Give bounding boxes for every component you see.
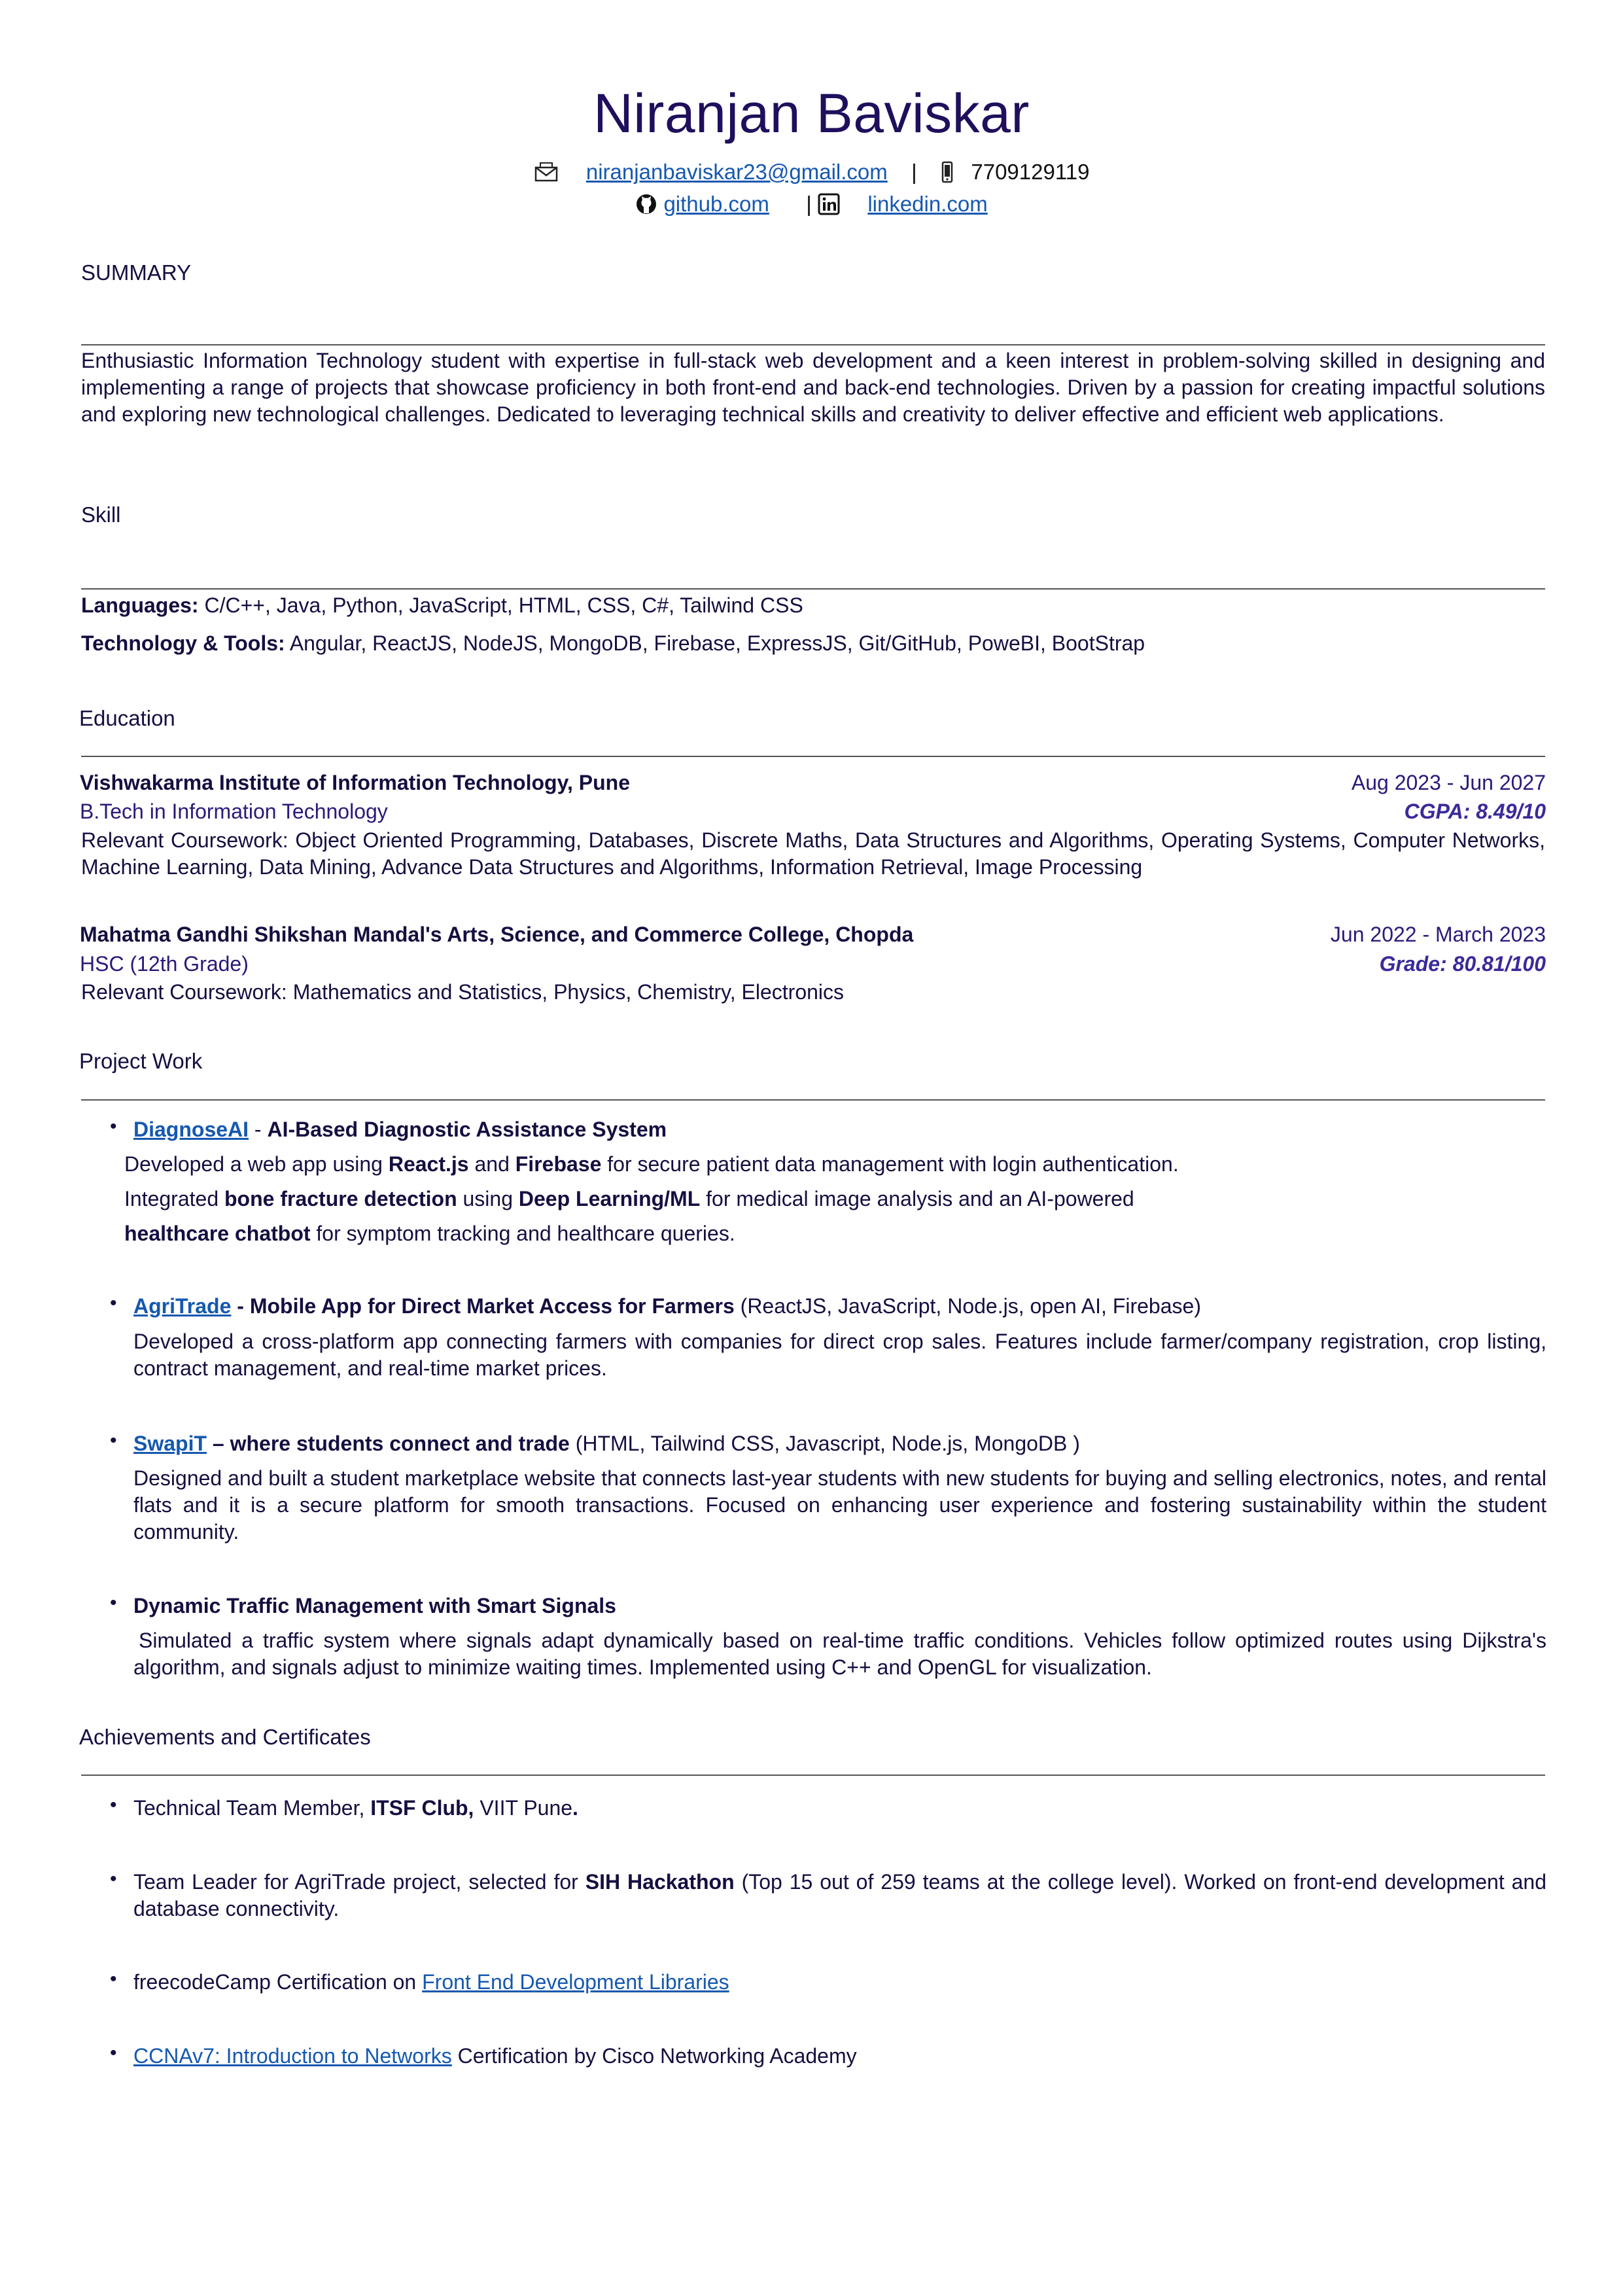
achievement-bold: SIH Hackathon: [585, 1870, 735, 1894]
coursework: Relevant Coursework: Mathematics and Statistics, Physics, Chemistry, Electronics: [81, 980, 845, 1004]
project-heading: Dynamic Traffic Management with Smart Signals: [133, 1594, 616, 1617]
github-link[interactable]: github.com: [663, 192, 769, 216]
desc-text: and: [468, 1152, 515, 1176]
institution-name: Mahatma Gandhi Shikshan Mandal's Arts, Science, and Commerce College, Chopda: [80, 923, 914, 946]
desc-text: for symptom tracking and healthcare queries.: [310, 1222, 735, 1245]
achievement-text: freecodeCamp Certification on: [133, 1970, 423, 1994]
desc-text: for secure patient data management with login authentication.: [601, 1152, 1179, 1176]
desc-bold: React.js: [388, 1152, 469, 1176]
bullet-icon: •: [110, 1868, 117, 1890]
project-desc-line: [124, 1186, 1134, 1212]
education-dates: Aug 2023 - Jun 2027: [1351, 771, 1546, 794]
desc-text: Integrated: [124, 1187, 224, 1210]
desc-text: Developed a web app using: [124, 1152, 389, 1176]
email-link[interactable]: niranjanbaviskar23@gmail.com: [585, 160, 888, 184]
phone-icon: [941, 161, 954, 188]
project-tech: (HTML, Tailwind CSS, Javascript, Node.js, MongoDB ): [569, 1432, 1080, 1455]
achievement-item: [133, 1869, 1546, 1922]
achievement-item: [133, 1969, 729, 1996]
summary-heading: SUMMARY: [81, 260, 192, 285]
summary-divider: [81, 344, 1545, 345]
project-link-agritrade[interactable]: AgriTrade: [133, 1294, 232, 1318]
bullet-icon: •: [110, 1794, 117, 1816]
degree: B.Tech in Information Technology: [80, 800, 388, 823]
summary-text: Enthusiastic Information Technology student with expertise in full-stack web development and a keen interest in problem-solving skilled in designing and implementing a range of projects that showcase proficiency in both front-end and back-end technologies. Driven by a passion for creating impactful solutions and exploring new technological challenges. Dedicated to leveraging technical skills and creativity to deliver effective and efficient web applications.: [81, 349, 1545, 426]
grade: Grade: 80.81/100: [1379, 952, 1546, 976]
degree: HSC (12th Grade): [80, 952, 249, 976]
project-heading: – where students connect and trade: [207, 1432, 570, 1455]
contact-separator: |: [911, 160, 917, 184]
project-title-traffic: [133, 1593, 616, 1619]
bullet-icon: •: [110, 2042, 117, 2064]
institution-name: Vishwakarma Institute of Information Technology, Pune: [80, 771, 630, 794]
desc-bold: Firebase: [515, 1152, 602, 1176]
project-title-diagnoseai: [133, 1116, 667, 1143]
languages-row: [81, 592, 803, 619]
project-link-diagnoseai[interactable]: DiagnoseAI: [133, 1118, 249, 1141]
certificate-link-ccna[interactable]: CCNAv7: Introduction to Networks: [133, 2044, 452, 2068]
education-divider: [81, 756, 1545, 757]
achievement-bold: .: [572, 1796, 578, 1820]
achievement-bold: ITSF Club,: [370, 1796, 474, 1820]
grade: CGPA: 8.49/10: [1404, 800, 1546, 823]
achievement-text: Team Leader for AgriTrade project, selected for: [133, 1870, 585, 1894]
project-heading: AI-Based Diagnostic Assistance System: [267, 1118, 667, 1141]
education-heading: Education: [79, 706, 175, 730]
tools-label: Technology & Tools:: [81, 631, 285, 655]
skills-heading: Skill: [81, 503, 121, 527]
phone-number: 7709129119: [971, 160, 1090, 184]
bullet-icon: •: [110, 1592, 117, 1614]
linkedin-link[interactable]: linkedin.com: [867, 192, 988, 216]
projects-heading: Project Work: [79, 1049, 203, 1073]
skills-divider: [81, 588, 1545, 590]
bullet-icon: •: [110, 1292, 117, 1314]
project-desc-line: [124, 1151, 1179, 1178]
linkedin-icon: [818, 193, 840, 221]
desc-text: using: [457, 1187, 519, 1210]
project-description: Simulated a traffic system where signals adapt dynamically based on real-time traffic conditions. Vehicles follow optimized routes using Dijkstra's algorithm, and signals adjust to minimize waiting times. Implemented using C++ and OpenGL for visualization.: [133, 1629, 1546, 1679]
tools-value: Angular, ReactJS, NodeJS, MongoDB, Firebase, ExpressJS, Git/GitHub, PoweBI, BootStrap: [289, 631, 1145, 655]
mail-icon: [534, 161, 559, 188]
desc-bold: Deep Learning/ML: [518, 1187, 701, 1210]
project-title-agritrade: [133, 1293, 1201, 1320]
achievement-item: [133, 2043, 857, 2070]
bullet-icon: •: [110, 1116, 117, 1137]
candidate-name: Niranjan Baviskar: [593, 82, 1030, 144]
desc-bold: bone fracture detection: [224, 1187, 457, 1210]
project-desc-line: [124, 1220, 735, 1247]
achievements-heading: Achievements and Certificates: [79, 1725, 371, 1749]
project-tech: (ReactJS, JavaScript, Node.js, open AI, Firebase): [734, 1294, 1201, 1318]
coursework: Relevant Coursework: Object Oriented Programming, Databases, Discrete Maths, Data Structures and Algorithms, Operating Systems, Computer Networks, Machine Learning, Data Mining, Advance Data Structures and Algorithms, Information Retrieval, Image Processing: [81, 828, 1545, 879]
project-link-swapit[interactable]: SwapiT: [133, 1432, 207, 1455]
bullet-icon: •: [110, 1430, 117, 1451]
project-description: Developed a cross-platform app connecting farmers with companies for direct crop sales. Features include farmer/company registration, crop listing, contract management, and real-time market prices.: [133, 1330, 1546, 1380]
projects-divider: [81, 1099, 1545, 1101]
achievement-text: VIIT Pune: [474, 1796, 573, 1820]
achievements-divider: [81, 1775, 1545, 1776]
contact-line-1: [0, 160, 1623, 188]
project-description: Designed and built a student marketplace website that connects last-year students with new students for buying and selling electronics, notes, and rental flats and it is a secure platform for smooth transactions. Focused on enhancing user experience and fostering sustainability within the student community.: [133, 1466, 1546, 1544]
languages-value: C/C++, Java, Python, JavaScript, HTML, CSS, C#, Tailwind CSS: [204, 593, 803, 617]
contact-separator-2: |: [806, 192, 812, 216]
achievement-text: (Top 15 out of 259 teams at the college level). Worked on front-end development and database connectivity.: [133, 1870, 1547, 1920]
languages-label: Languages:: [81, 593, 199, 617]
github-icon: [635, 193, 657, 221]
achievement-text: Certification by Cisco Networking Academy: [451, 2044, 857, 2068]
contact-line-2: [0, 192, 1623, 221]
tools-row: [81, 630, 1145, 657]
desc-text: for medical image analysis and an AI-powered: [700, 1187, 1134, 1210]
desc-bold: healthcare chatbot: [124, 1222, 311, 1245]
title-dash: -: [249, 1118, 268, 1141]
bullet-icon: •: [110, 1968, 117, 1990]
achievement-item: [133, 1795, 578, 1822]
achievement-text: Technical Team Member,: [133, 1796, 371, 1820]
certificate-link-frontend[interactable]: Front End Development Libraries: [422, 1970, 729, 1994]
education-dates: Jun 2022 - March 2023: [1330, 923, 1546, 946]
project-title-swapit: [133, 1430, 1080, 1457]
project-heading: - Mobile App for Direct Market Access for Farmers: [231, 1294, 735, 1318]
